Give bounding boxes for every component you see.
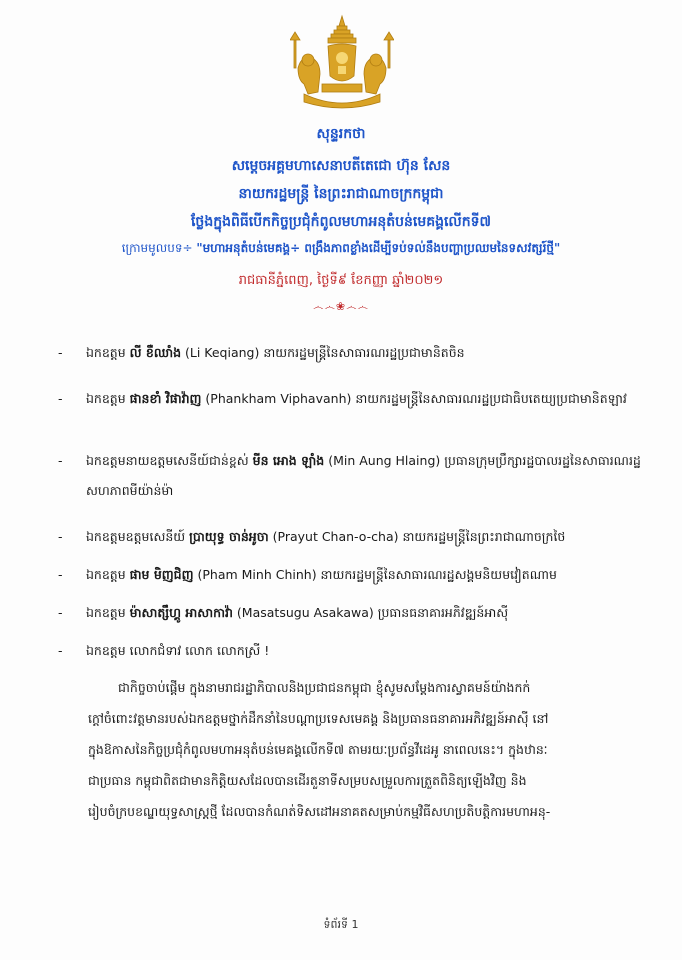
honorific: ឯកឧត្តម — [86, 605, 130, 620]
latin-name: (Phankham Viphavanh) — [201, 391, 356, 406]
event-theme — [0, 240, 682, 258]
bullet-dash: - — [58, 345, 63, 360]
honorific: ឯកឧត្តម — [86, 391, 130, 406]
list-item-text — [86, 636, 656, 666]
list-item-text — [86, 446, 656, 506]
body-line: ក្តៅចំពោះវត្តមានរបស់ឯកឧត្តមថ្នាក់ដឹកនាំនៃបណ្តាប្រទេសមេគង្គ និងប្រធានធនាគារអភិវឌ្ឍន៍អាស៊ី នៅ — [88, 711, 549, 726]
latin-name: (Pham Minh Chinh) — [193, 567, 321, 582]
body-line: ជាកិច្ចចាប់ផ្តើម ក្នុងនាមរាជរដ្ឋាភិបាលនិងប្រជាជនកម្ពុជា ខ្ញុំសូមសម្តែងការស្វាគមន៍យ៉ាងកក់ — [118, 680, 531, 695]
royal-emblem-icon — [290, 14, 394, 114]
latin-name: (Li Keqiang) — [181, 345, 264, 360]
dignitary-title: នាយករដ្ឋមន្ត្រីនៃសាធារណរដ្ឋសង្គមនិយមវៀតណាម — [320, 567, 557, 582]
bullet-dash: - — [58, 643, 63, 658]
dignitary-name: លី ខឺឈាំង — [129, 345, 182, 360]
theme-text: "មហាអនុតំបន់មេគង្គ÷ ពង្រឹងភាពខ្លាំងដើម្បីទប់ទល់នឹងបញ្ហាប្រឈមនៃទសវត្សរ៍ថ្មី" — [196, 241, 561, 255]
honorific: ឯកឧត្តមនាយឧត្តមសេនីយ៍ជាន់ខ្ពស់ — [86, 453, 253, 468]
event-title: ថ្លែងក្នុងពិធីបើកកិច្ចប្រជុំកំពូលមហាអនុតំបន់មេគង្គលើកទី៧ — [190, 214, 492, 230]
list-item-text — [86, 598, 656, 628]
dignitary-name: មីន អោង ឡាំង — [252, 453, 325, 468]
bullet-dash: - — [58, 453, 63, 468]
dignitary-title: នាយករដ្ឋមន្ត្រីនៃព្រះរាជាណាចក្រថៃ — [402, 529, 566, 544]
list-item-text — [86, 560, 656, 590]
bullet-dash: - — [58, 567, 63, 582]
page-number: ទំព័រទី 1 — [323, 918, 359, 931]
dignitary-title: នាយករដ្ឋមន្ត្រីនៃសាធារណរដ្ឋប្រជាមានិតចិន — [263, 345, 465, 360]
speaker-name: សម្តេចអគ្គមហាសេនាបតីតេជោ ហ៊ុន សែន — [231, 158, 451, 174]
latin-name: (Masatsugu Asakawa) — [232, 605, 378, 620]
dignitary-title: នាយករដ្ឋមន្ត្រីនៃសាធារណរដ្ឋប្រជាធិបតេយ្យប្រជាមានិតឡាវ — [355, 391, 627, 406]
ornament-divider: ෴෴❀෴෴ — [313, 300, 369, 313]
bullet-dash: - — [58, 391, 63, 406]
body-line: ក្នុងឱកាសនៃកិច្ចប្រជុំកំពូលមហាអនុតំបន់មេគង្គលើកទី៧ តាមរយៈប្រព័ន្ធវីដេអូ នាពេលនេះ។ ក្នុងឋានៈ — [88, 742, 548, 757]
theme-prefix: ក្រោមមូលបទ÷ — [121, 241, 197, 255]
honorific: ឯកឧត្តម លោកជំទាវ លោក លោកស្រី ! — [86, 643, 270, 658]
list-item-text — [86, 522, 656, 552]
dignitary-title: ប្រធានក្រុមប្រឹក្សារដ្ឋបាលរដ្ឋនៃសាធារណរដ្ឋសហភាពមីយ៉ាន់ម៉ា — [86, 453, 641, 498]
honorific: ឯកឧត្តម — [86, 345, 130, 360]
bullet-dash: - — [58, 605, 63, 620]
dignitary-name: ម៉ាសាត្សឹហ្គូ អាសាកាវ៉ា — [129, 605, 233, 620]
honorific: ឯកឧត្តមឧត្តមសេនីយ៍ — [86, 529, 190, 544]
bullet-dash: - — [58, 529, 63, 544]
list-item-text — [86, 384, 656, 414]
body-line: ជាប្រធាន កម្ពុជាពិតជាមានកិត្តិយសដែលបានដើរតួនាទីសម្របសម្រួលការត្រួតពិនិត្យឡើងវិញ និង — [88, 773, 527, 788]
dignitary-title: ប្រធានធនាគារអភិវឌ្ឍន៍អាស៊ី — [377, 605, 509, 620]
list-item-text — [86, 338, 656, 368]
place-date: រាជធានីភ្នំពេញ, ថ្ងៃទី៩ ខែកញ្ញា ឆ្នាំ២០២១ — [238, 273, 444, 288]
dignitary-name: ផាម មិញជិញ — [129, 567, 194, 582]
speaker-title: នាយករដ្ឋមន្ត្រី នៃព្រះរាជាណាចក្រកម្ពុជា — [238, 186, 444, 202]
dignitary-name: ប្រាយុទ្ធ ចាន់អូចា — [189, 529, 269, 544]
body-line: រៀបចំក្របខណ្ឌយុទ្ធសាស្ត្រថ្មី ដែលបានកំណត់ទិសដៅអនាគតសម្រាប់កម្មវិធីសហប្រតិបត្តិការមហាអនុ- — [88, 804, 551, 819]
speech-label: សុន្ទរកថា — [316, 126, 366, 142]
dignitary-name: ផានខាំ វិផាវ៉ាញ — [129, 391, 202, 406]
latin-name: (Min Aung Hlaing) — [324, 453, 445, 468]
latin-name: (Prayut Chan-o-cha) — [268, 529, 403, 544]
honorific: ឯកឧត្តម — [86, 567, 130, 582]
